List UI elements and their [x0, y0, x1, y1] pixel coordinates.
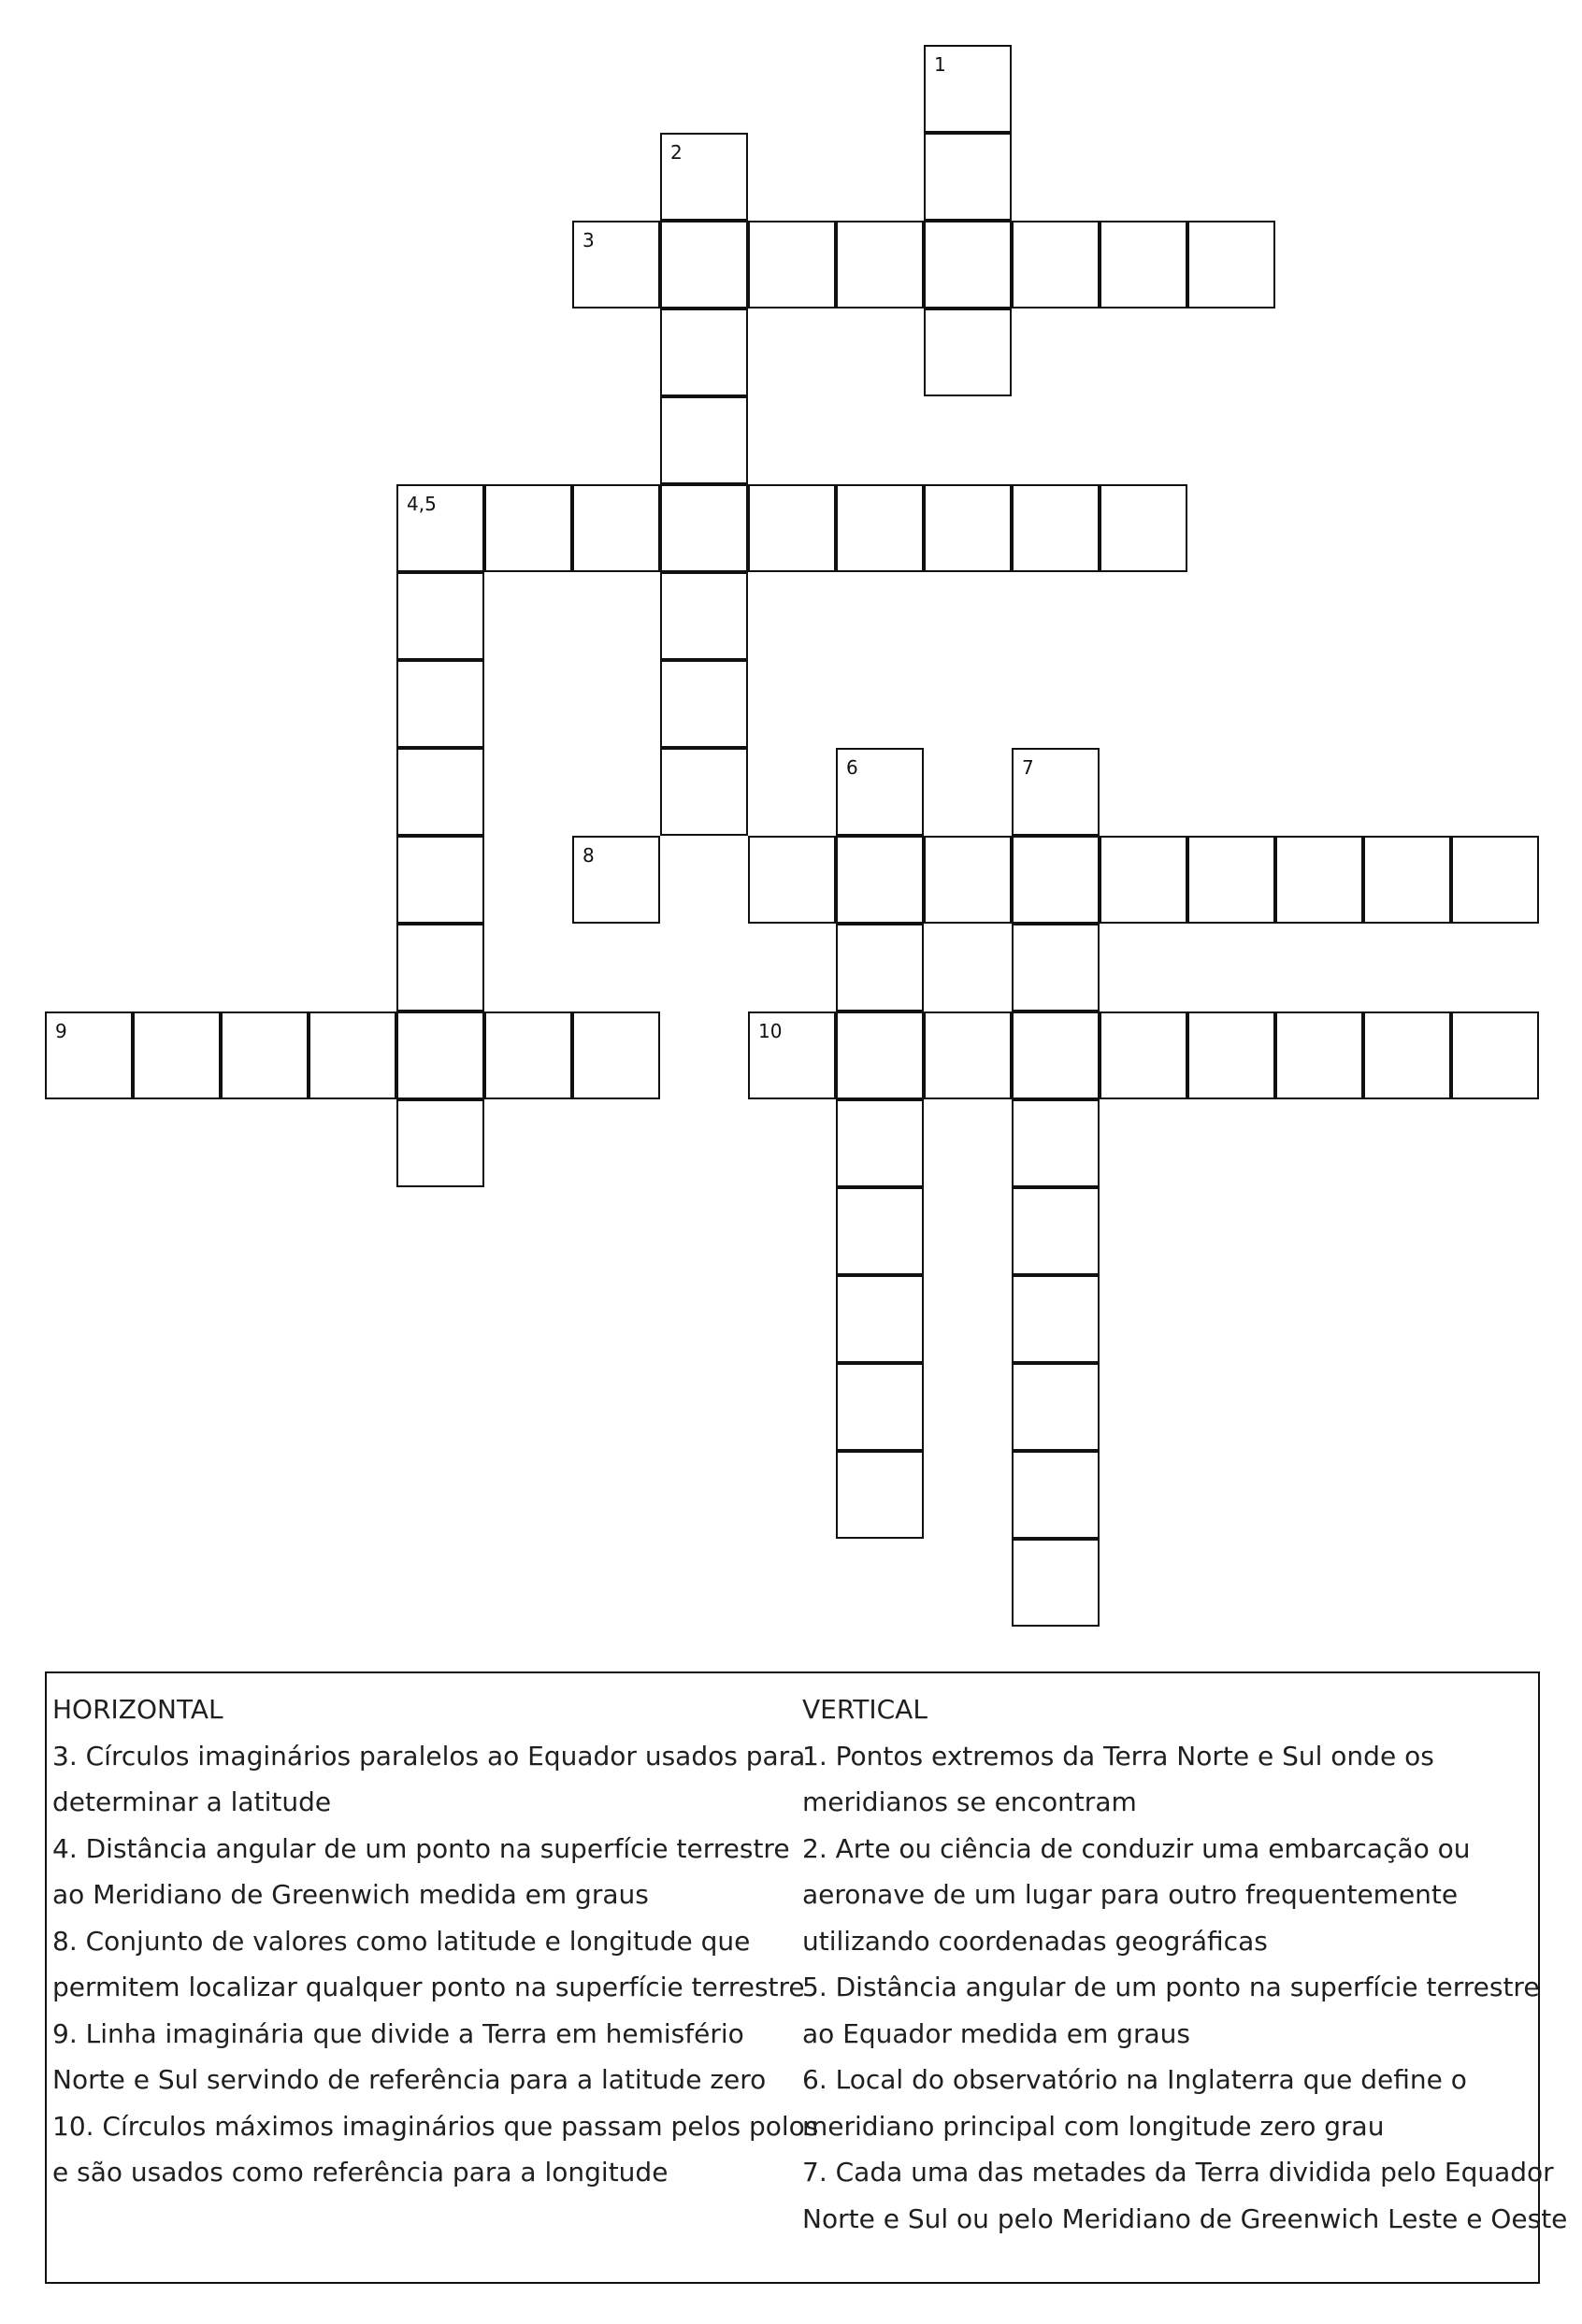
crossword-cell[interactable] — [836, 1451, 924, 1539]
crossword-cell[interactable] — [1012, 1187, 1100, 1275]
crossword-cell[interactable] — [484, 484, 572, 572]
clue-line: 8. Conjunto de valores como latitude e longitude que — [52, 1925, 751, 1957]
crossword-cell[interactable] — [396, 572, 484, 660]
crossword-cell[interactable] — [1012, 1011, 1100, 1099]
crossword-cell[interactable] — [660, 748, 748, 836]
crossword-cell[interactable] — [1100, 484, 1187, 572]
crossword-cell[interactable] — [45, 1011, 133, 1099]
crossword-cell[interactable] — [1012, 748, 1100, 836]
crossword-cell[interactable] — [1363, 1011, 1451, 1099]
crossword-cell[interactable] — [396, 660, 484, 748]
clue-number: 1 — [934, 53, 946, 76]
horizontal-clues — [52, 1686, 819, 2196]
clue-number: 10 — [758, 1020, 783, 1042]
crossword-cell[interactable] — [1275, 1011, 1363, 1099]
clue-line: determinar a latitude — [52, 1786, 332, 1817]
crossword-cell[interactable] — [660, 484, 748, 572]
crossword-cell[interactable] — [396, 836, 484, 924]
crossword-cell[interactable] — [660, 572, 748, 660]
clue-line: ao Meridiano de Greenwich medida em graus — [52, 1879, 649, 1910]
crossword-cell[interactable] — [660, 396, 748, 484]
crossword-cell[interactable] — [396, 748, 484, 836]
clue-line: utilizando coordenadas geográficas — [802, 1925, 1268, 1957]
crossword-cell[interactable] — [1451, 836, 1539, 924]
crossword-cell[interactable] — [484, 1011, 572, 1099]
crossword-cell[interactable] — [396, 484, 484, 572]
crossword-cell[interactable] — [924, 45, 1012, 133]
clue-line: e são usados como referência para a longitude — [52, 2157, 669, 2188]
crossword-cell[interactable] — [1100, 221, 1187, 308]
clue-number: 7 — [1022, 756, 1034, 779]
crossword-cell[interactable] — [748, 484, 836, 572]
crossword-cell[interactable] — [1012, 1451, 1100, 1539]
clue-number: 9 — [55, 1020, 67, 1042]
clue-number: 3 — [582, 229, 595, 251]
crossword-cell[interactable] — [1012, 1099, 1100, 1187]
clue-line: 10. Círculos máximos imaginários que passam pelos polos — [52, 2110, 819, 2142]
clue-number: 4,5 — [407, 493, 437, 515]
clue-line: Norte e Sul ou pelo Meridiano de Greenwich Leste e Oeste — [802, 2202, 1568, 2234]
crossword-cell[interactable] — [1187, 836, 1275, 924]
crossword-cell[interactable] — [1187, 221, 1275, 308]
crossword-cell[interactable] — [748, 1011, 836, 1099]
clue-number: 6 — [846, 756, 858, 779]
horizontal-heading: HORIZONTAL — [52, 1694, 223, 1725]
crossword-cell[interactable] — [1275, 836, 1363, 924]
crossword-cell[interactable] — [660, 660, 748, 748]
crossword-cell[interactable] — [836, 836, 924, 924]
crossword-cell[interactable] — [924, 836, 1012, 924]
crossword-cell[interactable] — [660, 133, 748, 221]
crossword-cell[interactable] — [572, 1011, 660, 1099]
crossword-cell[interactable] — [836, 1275, 924, 1363]
vertical-heading: VERTICAL — [802, 1694, 928, 1725]
crossword-cell[interactable] — [1012, 221, 1100, 308]
crossword-cell[interactable] — [836, 221, 924, 308]
crossword-cell[interactable] — [924, 308, 1012, 396]
clue-line: 1. Pontos extremos da Terra Norte e Sul onde os — [802, 1740, 1434, 1772]
clues-box — [45, 1671, 1568, 2284]
clue-line: meridiano principal com longitude zero grau — [802, 2110, 1385, 2142]
clue-line: aeronave de um lugar para outro frequentemente — [802, 1879, 1459, 1910]
crossword-cell[interactable] — [221, 1011, 309, 1099]
clue-line: meridianos se encontram — [802, 1786, 1137, 1817]
crossword-cell[interactable] — [396, 1099, 484, 1187]
clue-number: 8 — [582, 844, 595, 867]
crossword-cell[interactable] — [309, 1011, 396, 1099]
clue-line: 9. Linha imaginária que divide a Terra em hemisfério — [52, 2017, 744, 2049]
crossword-cell[interactable] — [836, 924, 924, 1011]
vertical-clues — [802, 1686, 1568, 2242]
crossword-cell[interactable] — [836, 748, 924, 836]
clue-line: 2. Arte ou ciência de conduzir uma embarcação ou — [802, 1832, 1471, 1864]
crossword-cell[interactable] — [1363, 836, 1451, 924]
crossword-cell[interactable] — [1451, 1011, 1539, 1099]
crossword-cell[interactable] — [924, 133, 1012, 221]
crossword-cell[interactable] — [836, 1011, 924, 1099]
crossword-cell[interactable] — [660, 221, 748, 308]
crossword-cell[interactable] — [748, 836, 836, 924]
crossword-cell[interactable] — [836, 1187, 924, 1275]
clue-line: permitem localizar qualquer ponto na superfície terrestre — [52, 1972, 805, 2002]
clue-line: 6. Local do observatório na Inglaterra que define o — [802, 2064, 1467, 2095]
crossword-cell[interactable] — [836, 1363, 924, 1451]
crossword-cell[interactable] — [396, 1011, 484, 1099]
crossword-cell[interactable] — [133, 1011, 221, 1099]
clue-line: Norte e Sul servindo de referência para a latitude zero — [52, 2064, 767, 2095]
clue-line: 3. Círculos imaginários paralelos ao Equador usados para — [52, 1740, 806, 1772]
crossword-cell[interactable] — [1012, 1363, 1100, 1451]
clue-line: 5. Distância angular de um ponto na superfície terrestre — [802, 1972, 1540, 2002]
crossword-cell[interactable] — [748, 221, 836, 308]
crossword-cell[interactable] — [836, 1099, 924, 1187]
crossword-cell[interactable] — [1100, 836, 1187, 924]
crossword-cell[interactable] — [572, 836, 660, 924]
crossword-cell[interactable] — [396, 924, 484, 1011]
crossword-cell[interactable] — [1012, 484, 1100, 572]
crossword-cell[interactable] — [1012, 836, 1100, 924]
crossword-cell[interactable] — [836, 484, 924, 572]
crossword-cell[interactable] — [572, 484, 660, 572]
crossword-cell[interactable] — [1012, 1539, 1100, 1627]
crossword-cell[interactable] — [1012, 1275, 1100, 1363]
crossword-cell[interactable] — [924, 484, 1012, 572]
crossword-cell[interactable] — [1012, 924, 1100, 1011]
clue-line: 7. Cada uma das metades da Terra dividida pelo Equador — [802, 2157, 1554, 2188]
crossword-cell[interactable] — [924, 1011, 1012, 1099]
crossword-cell[interactable] — [1187, 1011, 1275, 1099]
crossword-cell[interactable] — [572, 221, 660, 308]
crossword-cell[interactable] — [1100, 1011, 1187, 1099]
clue-line: ao Equador medida em graus — [802, 2017, 1190, 2049]
crossword-cell[interactable] — [924, 221, 1012, 308]
clue-line: 4. Distância angular de um ponto na superfície terrestre — [52, 1832, 790, 1864]
crossword-cell[interactable] — [660, 308, 748, 396]
clue-number: 2 — [670, 141, 683, 164]
